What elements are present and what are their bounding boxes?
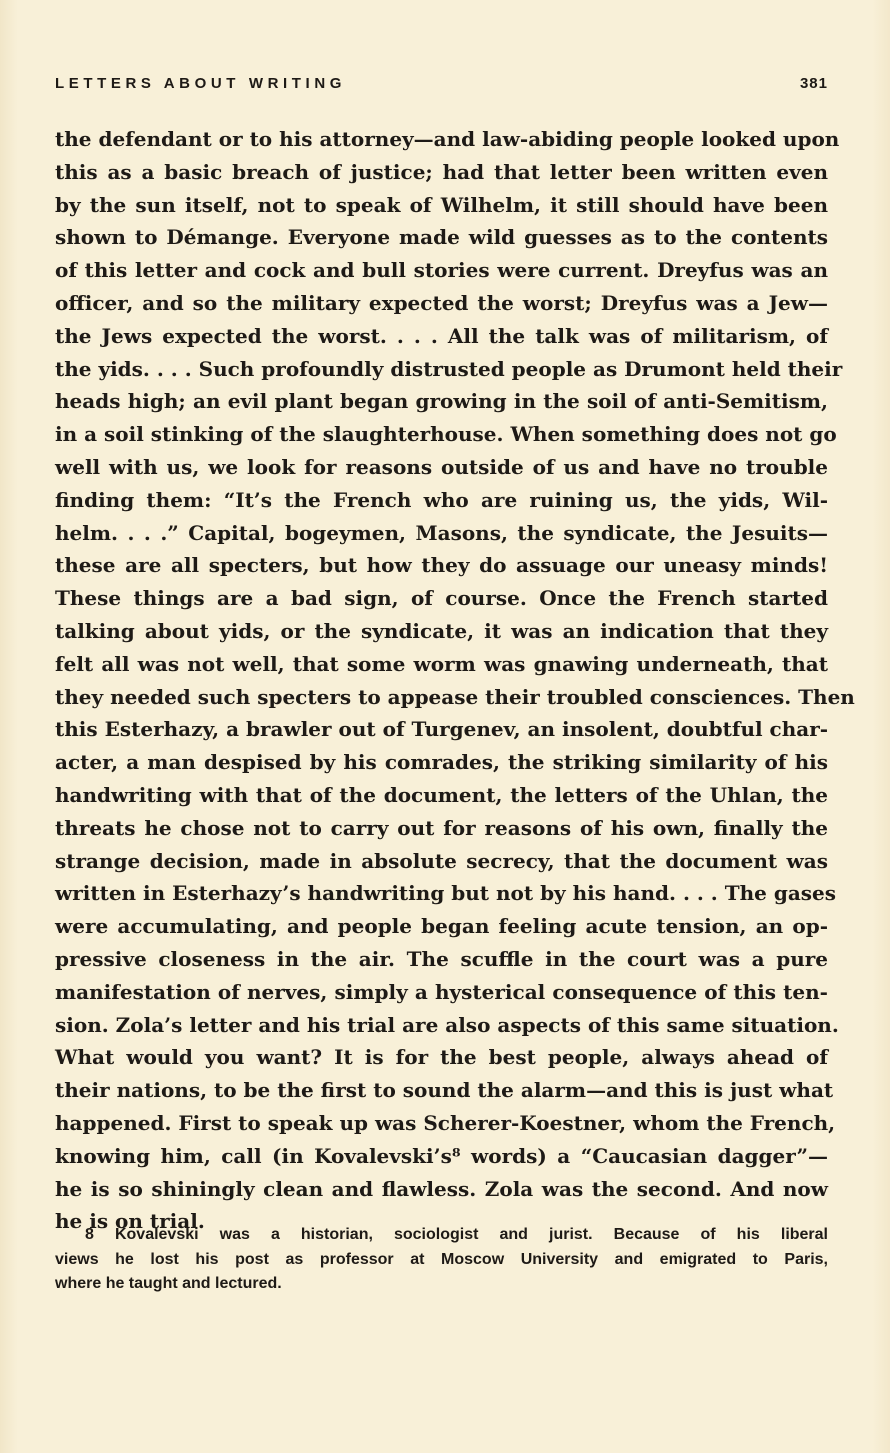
text-line: manifestation of nerves, simply a hysterical consequence of this ten- bbox=[55, 979, 828, 1004]
text-line: felt all was not well, that some worm was gnawing underneath, that bbox=[55, 651, 828, 676]
text-line: handwriting with that of the document, the letters of the Uhlan, the bbox=[55, 782, 828, 807]
footnote-line: where he taught and lectured. bbox=[55, 1275, 282, 1292]
text-line: were accumulating, and people began feeling acute tension, an op- bbox=[55, 914, 828, 939]
running-title: LETTERS ABOUT WRITING bbox=[55, 75, 347, 92]
text-line: officer, and so the military expected the worst; Dreyfus was a Jew— bbox=[55, 290, 828, 315]
footnote-line: views he lost his post as professor at Moscow University and emigrated to Paris, bbox=[55, 1250, 828, 1268]
text-line: the defendant or to his attorney—and law-abiding people looked upon bbox=[55, 127, 840, 151]
text-line: talking about yids, or the syndicate, it was an indication that they bbox=[55, 618, 828, 643]
text-line: What would you want? It is for the best people, always ahead of bbox=[55, 1045, 828, 1070]
text-line: acter, a man despised by his comrades, the striking similarity of his bbox=[55, 750, 828, 775]
page-number: 381 bbox=[799, 75, 828, 92]
text-line: helm. . . .” Capital, bogeymen, Masons, the syndicate, the Jesuits— bbox=[55, 520, 828, 545]
text-line: shown to Démange. Everyone made wild guesses as to the contents bbox=[55, 225, 828, 250]
text-line: this as a basic breach of justice; had that letter been written even bbox=[55, 159, 828, 184]
footnote bbox=[55, 1223, 828, 1297]
text-line: happened. First to speak up was Scherer-Koestner, whom the French, bbox=[55, 1110, 836, 1135]
text-line: this Esterhazy, a brawler out of Turgenev, an insolent, doubtful char- bbox=[55, 717, 829, 742]
text-line: their nations, to be the first to sound the alarm—and this is just what bbox=[55, 1078, 834, 1103]
text-line: pressive closeness in the air. The scuffle in the court was a pure bbox=[55, 946, 828, 971]
text-line: they needed such specters to appease their troubled consciences. Then bbox=[55, 684, 855, 709]
text-line: by the sun itself, not to speak of Wilhelm, it still should have been bbox=[55, 192, 828, 217]
text-line: he is so shiningly clean and flawless. Zola was the second. And now bbox=[55, 1176, 828, 1201]
text-line: well with us, we look for reasons outside of us and have no trouble bbox=[55, 454, 828, 479]
footnote-line: 8 Kovalevski was a historian, sociologist and jurist. Because of his liberal bbox=[85, 1226, 828, 1243]
text-line: the Jews expected the worst. . . . All the talk was of militarism, of bbox=[55, 323, 828, 348]
text-line: in a soil stinking of the slaughterhouse. When something does not go bbox=[55, 422, 837, 447]
text-line: he is on trial. bbox=[55, 1209, 205, 1234]
text-line: These things are a bad sign, of course. Once the French started bbox=[55, 586, 828, 611]
text-line: strange decision, made in absolute secrecy, that the document was bbox=[55, 848, 828, 873]
text-line: these are all specters, but how they do assuage our uneasy minds! bbox=[55, 553, 828, 578]
text-line: sion. Zola’s letter and his trial are also aspects of this same situation. bbox=[55, 1012, 839, 1037]
running-header bbox=[55, 75, 828, 97]
text-line: knowing him, call (in Kovalevski’s⁸ words) a “Caucasian dagger”— bbox=[55, 1143, 828, 1168]
body-text bbox=[55, 123, 855, 1238]
text-line: written in Esterhazy’s handwriting but not by his hand. . . . The gases bbox=[55, 881, 837, 906]
text-line: threats he chose not to carry out for reasons of his own, finally the bbox=[55, 815, 828, 840]
text-line: the yids. . . . Such profoundly distrusted people as Drumont held their bbox=[55, 356, 843, 381]
text-line: finding them: “It’s the French who are ruining us, the yids, Wil- bbox=[55, 487, 828, 512]
text-line: of this letter and cock and bull stories were current. Dreyfus was an bbox=[55, 258, 828, 283]
text-line: heads high; an evil plant began growing in the soil of anti-Semitism, bbox=[55, 389, 828, 414]
